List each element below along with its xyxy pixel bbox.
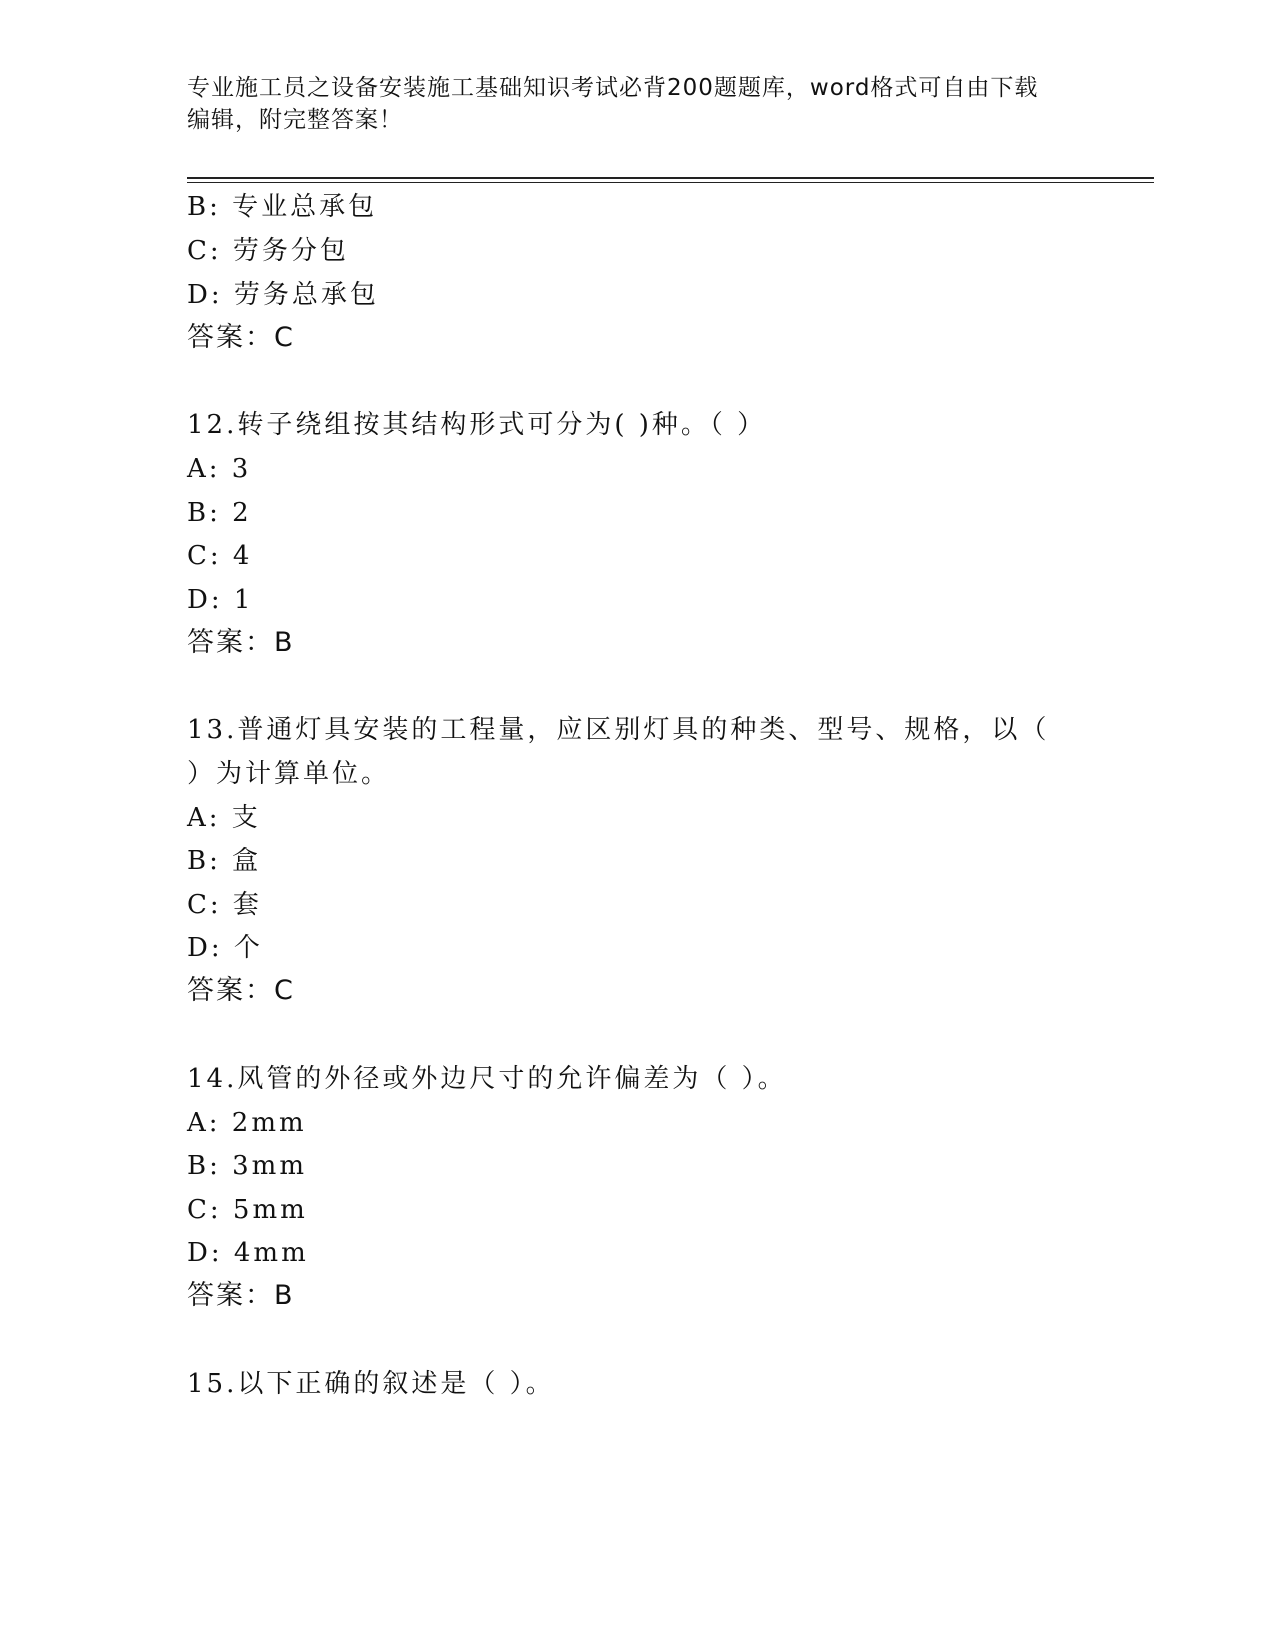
q14-option-b: B: 3mm xyxy=(187,1151,307,1181)
q11-option-c: C: 劳务分包 xyxy=(187,236,349,266)
q13-stem-line-2: ）为计算单位。 xyxy=(187,759,391,789)
q14-option-c: C: 5mm xyxy=(187,1195,308,1225)
q12-option-d: D: 1 xyxy=(187,585,254,615)
q11-option-b: B: 专业总承包 xyxy=(187,192,378,222)
q12-stem: 12.转子绕组按其结构形式可分为( )种。（ ） xyxy=(187,410,767,440)
q13-stem-line-1: 13.普通灯具安装的工程量，应区别灯具的种类、型号、规格，以（ xyxy=(187,715,1050,745)
q11-answer: 答案：C xyxy=(187,322,295,353)
q13-option-c: C: 套 xyxy=(187,890,262,920)
q14-stem: 14.风管的外径或外边尺寸的允许偏差为（ ）。 xyxy=(187,1064,787,1094)
q13-option-d: D: 个 xyxy=(187,933,263,963)
q12-option-a: A: 3 xyxy=(187,454,252,484)
q15-stem: 15.以下正确的叙述是（ ）。 xyxy=(187,1369,555,1399)
header-title-line-1: 专业施工员之设备安装施工基础知识考试必背200题题库，word格式可自由下载 xyxy=(187,75,1039,101)
q14-option-d: D: 4mm xyxy=(187,1238,309,1268)
q12-option-b: B: 2 xyxy=(187,498,252,528)
header-divider-thin xyxy=(187,182,1154,183)
q12-answer: 答案：B xyxy=(187,627,295,658)
q13-option-a: A: 支 xyxy=(187,803,261,833)
q14-answer: 答案：B xyxy=(187,1280,295,1311)
q12-option-c: C: 4 xyxy=(187,541,253,571)
header-title-line-2: 编辑，附完整答案！ xyxy=(187,107,403,133)
document-header xyxy=(187,72,1067,136)
header-divider-thick xyxy=(187,177,1154,179)
q13-answer: 答案：C xyxy=(187,975,295,1006)
q11-option-d: D: 劳务总承包 xyxy=(187,280,379,310)
q14-option-a: A: 2mm xyxy=(187,1108,307,1138)
q13-option-b: B: 盒 xyxy=(187,846,262,876)
